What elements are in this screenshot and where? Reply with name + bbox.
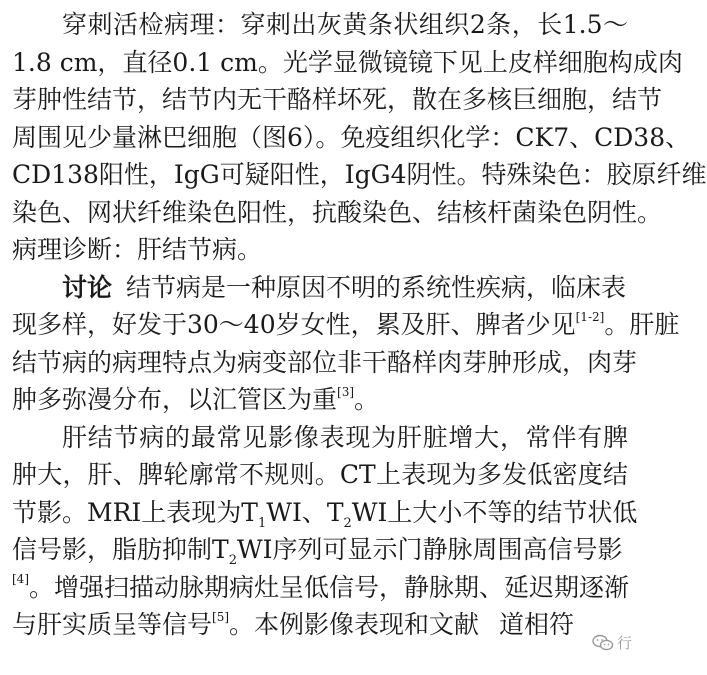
paragraph-pathology [12,6,707,269]
text-span: 现多样，好发于30～40岁女性，累及肝、脾者少见 [12,310,576,339]
text-line [12,606,628,644]
text-line: 肿大，肝、脾轮廓常不规则。CT上表现为多发低密度结 [12,460,628,489]
paragraph-imaging [12,419,638,644]
watermark-text: 行 [616,634,632,652]
citation-ref: [3] [337,384,355,399]
text-span: 肿多弥漫分布，以汇管区为重 [12,385,338,414]
subscript: 1 [257,515,267,531]
text-line: 肝结节病的最常见影像表现为肝脏增大，常伴有脾 [62,422,628,452]
text-line [12,306,680,344]
text-span: 结节病是一种原因不明的系统性疾病，临床表 [126,272,627,302]
text-line: 周围见少量淋巴细胞（图6）。免疫组织化学：CK7、CD38、 [12,122,691,152]
text-span: 。肝脏 [604,310,680,339]
text-line [12,531,628,569]
citation-ref: [4] [12,572,29,587]
text-span: 。 [354,385,380,414]
subscript: 2 [343,515,352,531]
text-span: WI、T [266,497,344,527]
text-line [12,569,628,607]
text-span: 。本例影像表现和文献 [229,610,480,639]
text-span: 节影。MRI上表现为T [12,497,258,527]
text-line: 1.8 cm，直径0.1 cm。光学显微镜镜下见上皮样细胞构成肉 [12,47,683,77]
citation-ref: [5] [212,609,230,624]
discussion-heading: 讨论 [62,272,113,302]
article-page [12,6,707,644]
text-line: CD138阳性，IgG可疑阳性，IgG4阴性。特殊染色：胶原纤维 [12,160,707,189]
text-span: 道相符 [499,610,575,639]
text-span: WI序列可显示门静脉周围高信号影 [236,535,623,564]
text-line: 结节病的病理特点为病变部位非干酪样肉芽肿形成，肉芽 [12,347,638,377]
text-line [12,494,638,532]
wechat-icon [592,634,614,652]
text-span: 。增强扫描动脉期病灶呈低信号，静脉期、延迟期逐渐 [29,572,630,602]
text-line: 穿刺活检病理：穿刺出灰黄条状组织2条，长1.5～ [62,10,628,39]
text-span: WI上大小不等的结节状低 [351,497,638,527]
text-line: 病理诊断：肝结节病。 [12,235,263,264]
text-line: 芽肿性结节，结节内无干酪样坏死，散在多核巨细胞，结节 [12,85,663,114]
text-span: 信号影，脂肪抑制T [12,535,229,564]
citation-ref: [1-2] [575,309,605,324]
text-line [12,269,628,307]
watermark [592,632,632,653]
text-line [12,381,628,419]
subscript: 2 [228,553,237,568]
text-line: 染色、网状纤维染色阳性，抗酸染色、结核杆菌染色阴性。 [12,197,663,227]
paragraph-discussion [12,269,680,419]
text-span: 与肝实质呈等信号 [12,610,213,639]
